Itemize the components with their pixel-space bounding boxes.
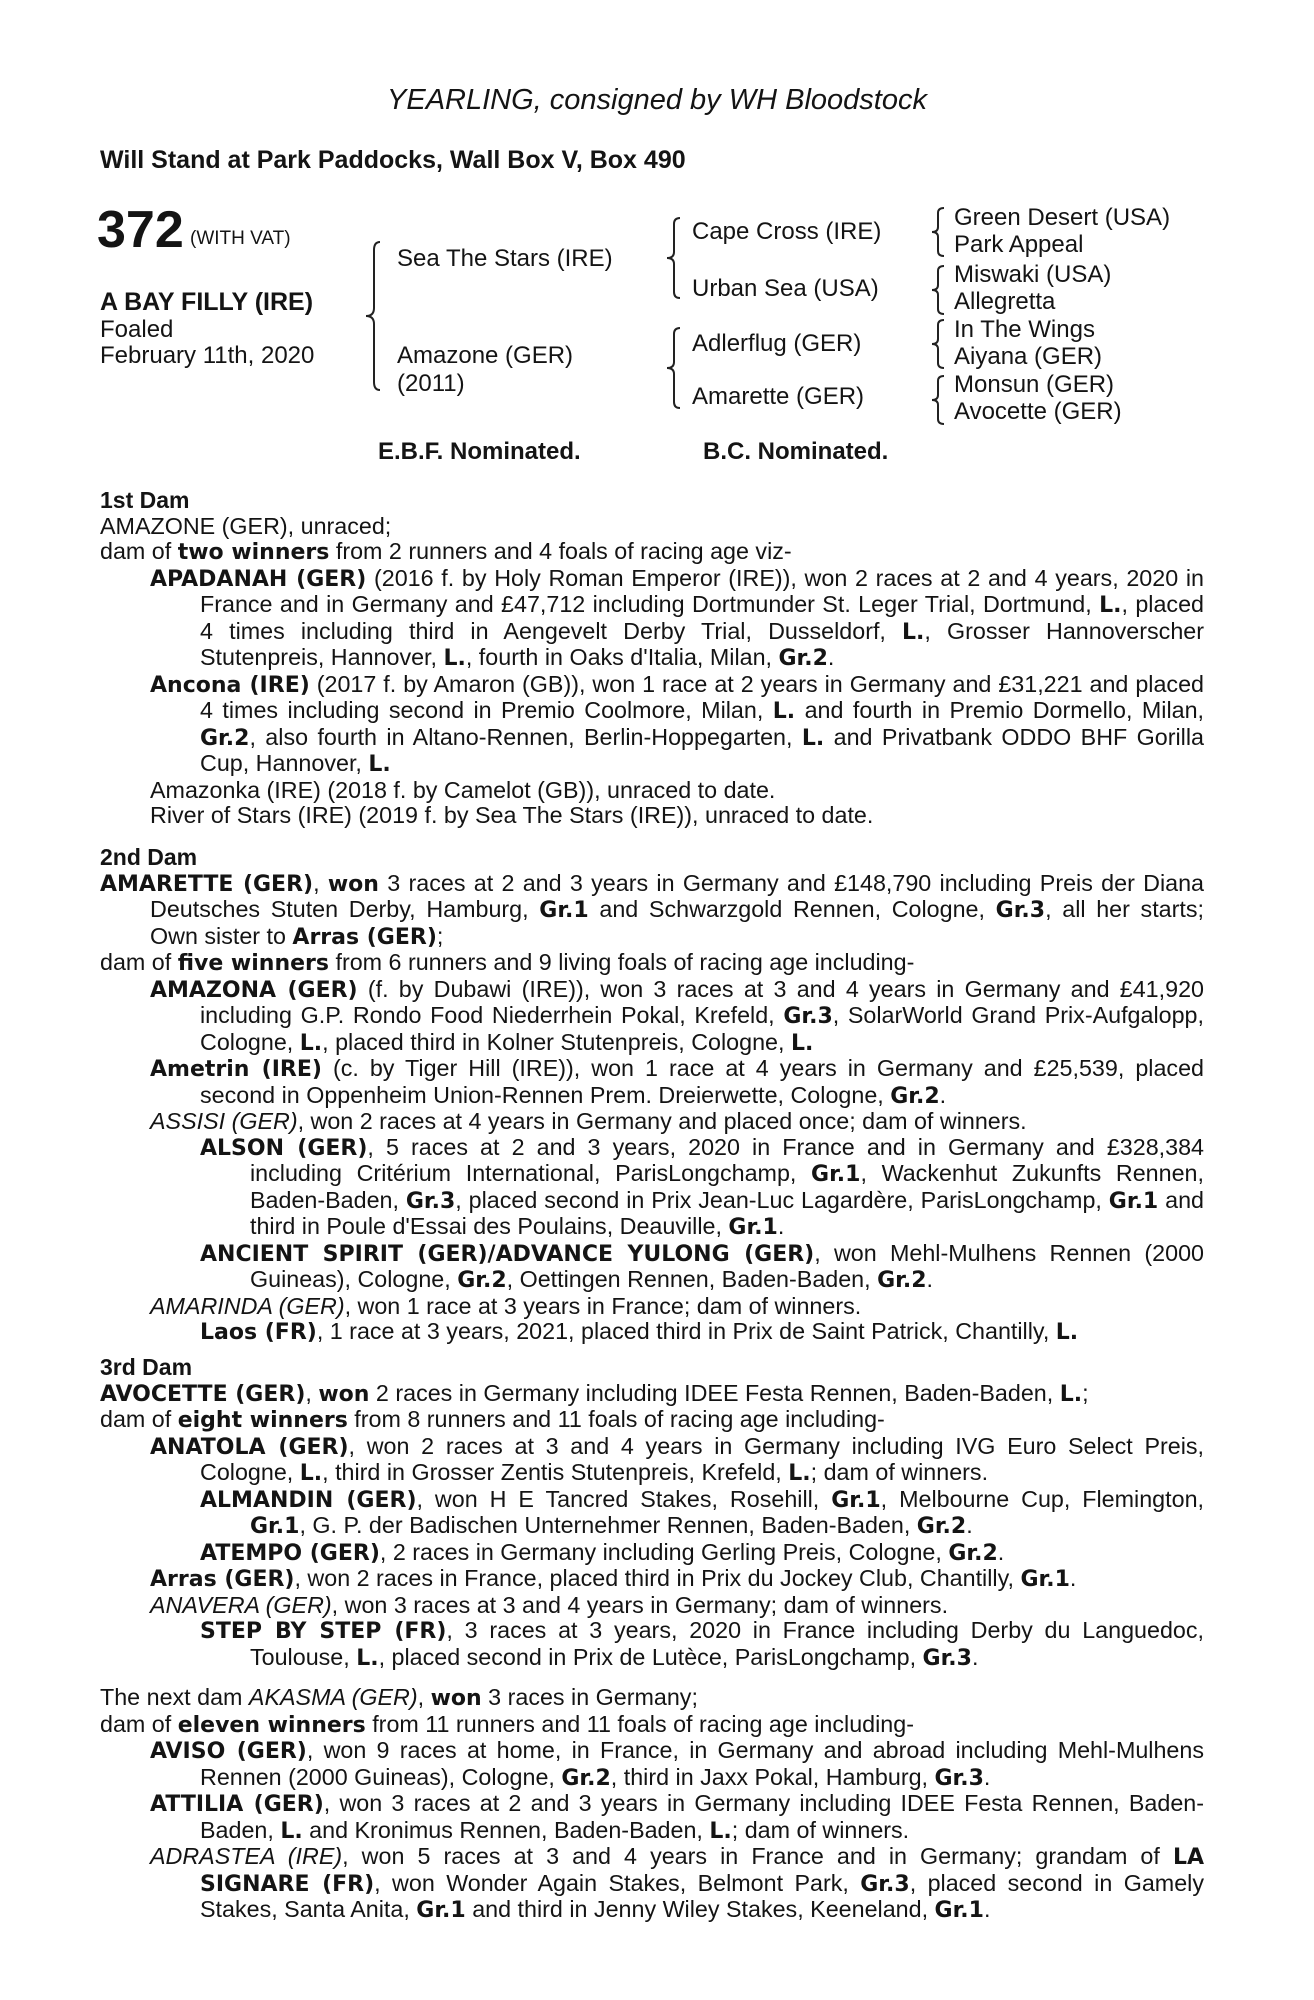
progeny-ancona: Ancona (IRE) (2017 f. by Amaron (GB)), won 1 race at 2 years in Germany and £31,221 and placed 4 times including second in Premio Coolmore, Milan, L. and fourth in Premio Dormello, Milan, Gr.2, also fourth in Altano-Rennen, Berlin-Hoppegarten, L. and Privatbank ODDO BHF Gorilla Cup, Hannover, L. [150, 670, 1204, 777]
dam-dam: Amarette (GER) [692, 383, 865, 410]
progeny-step-by-step: STEP BY STEP (FR), 3 races at 3 years, 2020 in France including Derby du Languedoc, Toulouse, L., placed second in Prix de Lutèce, ParisLongchamp, Gr.3. [200, 1617, 1204, 1671]
lot-number: 372 [97, 201, 184, 259]
horse-name: A BAY FILLY (IRE) [100, 288, 314, 316]
foaled-date: February 11th, 2020 [100, 342, 315, 369]
granddam-1: Park Appeal [954, 231, 1084, 258]
progeny-anatola: ANATOLA (GER), won 2 races at 3 and 4 years in Germany including IVG Euro Select Preis, Cologne, L., third in Grosser Zentis Stutenpreis, Krefeld, L.; dam of winners. [150, 1432, 1204, 1486]
progeny-alson: ALSON (GER), 5 races at 2 and 3 years, 2020 in France and in Germany and £328,384 including Critérium International, ParisLongchamp, Gr.1, Wackenhut Zukunfts Rennen, Baden-Baden, Gr.3, placed second in Prix Jean-Luc Lagardère, ParisLongchamp, Gr.1 and third in Poule d'Essai des Poulains, Deauville, Gr.1. [200, 1133, 1205, 1240]
dam-year: (2011) [397, 370, 465, 397]
bracket-g2 [928, 262, 956, 318]
progeny-amazonka: Amazonka (IRE) (2018 f. by Camelot (GB)), unraced to date. [150, 776, 776, 803]
foaled-label: Foaled [100, 316, 174, 343]
progeny-almandin: ALMANDIN (GER), won H E Tancred Stakes, Rosehill, Gr.1, Melbourne Cup, Flemington, Gr.1, G. P. der Badischen Unternehmer Rennen, Baden-Baden, Gr.2. [200, 1485, 1204, 1539]
grandsire-2: Miswaki (USA) [954, 261, 1112, 288]
next-dam-akasma: The next dam AKASMA (GER), won 3 races in Germany; [100, 1684, 698, 1711]
third-dam-avocette: AVOCETTE (GER), won 2 races in Germany including IDEE Festa Rennen, Baden-Baden, L.; [100, 1379, 1089, 1407]
progeny-adrastea: ADRASTEA (IRE), won 5 races at 3 and 4 years in France and in Germany; grandam of LA SIGNARE (FR), won Wonder Again Stakes, Belmont Park, Gr.3, placed second in Gamely Stakes, Santa Anita, Gr.1 and third in Jenny Wiley Stakes, Keeneland, Gr.1. [150, 1843, 1204, 1923]
sire: Sea The Stars (IRE) [397, 245, 613, 272]
progeny-laos: Laos (FR), 1 race at 3 years, 2021, placed third in Prix de Saint Patrick, Chantilly, L. [200, 1318, 1079, 1345]
grandsire-1: Green Desert (USA) [954, 204, 1171, 231]
granddam-3: Aiyana (GER) [954, 343, 1103, 370]
second-dam-section [100, 845, 1204, 1346]
progeny-river-of-stars: River of Stars (IRE) (2019 f. by Sea The Stars (IRE)), unraced to date. [150, 802, 874, 828]
stand-location: Will Stand at Park Paddocks, Wall Box V, Box 490 [100, 146, 686, 174]
progeny-aviso: AVISO (GER), won 9 races at home, in France, in Germany and abroad including Mehl-Mulhens Rennen (2000 Guineas), Cologne, Gr.2, third in Jaxx Pokal, Hamburg, Gr.3. [150, 1737, 1204, 1791]
bracket-sire [662, 214, 692, 304]
third-dam-section [100, 1355, 1204, 1671]
vat-note: (WITH VAT) [190, 228, 291, 249]
grandsire-4: Monsun (GER) [954, 371, 1115, 398]
progeny-attilia: ATTILIA (GER), won 3 races at 2 and 3 years in Germany including IDEE Festa Rennen, Baden-Baden, L. and Kronimus Rennen, Baden-Baden, L.; dam of winners. [150, 1790, 1204, 1844]
second-dam-produce-summary: dam of five winners from 6 runners and 9 living foals of racing age including- [100, 949, 915, 976]
bracket-g3 [928, 316, 956, 372]
bracket-g4 [928, 372, 956, 428]
grandsire-3: In The Wings [954, 316, 1095, 343]
first-dam-section [100, 488, 1204, 829]
next-dam-produce-summary: dam of eleven winners from 11 runners and 11 foals of racing age including- [100, 1710, 914, 1738]
bracket-g1 [928, 204, 956, 260]
progeny-anavera: ANAVERA (GER), won 3 races at 3 and 4 years in Germany; dam of winners. [150, 1591, 949, 1618]
sire-sire: Cape Cross (IRE) [692, 218, 882, 245]
first-dam-heading: 1st Dam [100, 487, 190, 513]
sale-title: YEARLING, consigned by WH Bloodstock [387, 84, 927, 116]
first-dam-line: AMAZONE (GER), unraced; [100, 512, 392, 539]
bracket-main [360, 236, 400, 396]
granddam-4: Avocette (GER) [954, 398, 1122, 425]
progeny-apadanah: APADANAH (GER) (2016 f. by Holy Roman Emperor (IRE)), won 2 races at 2 and 4 years, 2020 in France and in Germany and £47,712 including Dortmunder St. Leger Trial, Dortmund, L., placed 4 times including third in Aengevelt Derby Trial, Dusseldorf, L., Grosser Hannoverscher Stutenpreis, Hannover, L., fourth in Oaks d'Italia, Milan, Gr.2. [150, 564, 1204, 671]
dam: Amazone (GER) [397, 342, 574, 369]
progeny-atempo: ATEMPO (GER), 2 races in Germany including Gerling Preis, Cologne, Gr.2. [200, 1538, 1005, 1566]
next-dam-section [100, 1685, 1204, 1924]
ebf-nominated: E.B.F. Nominated. [378, 438, 581, 465]
sire-dam: Urban Sea (USA) [692, 275, 879, 302]
progeny-amarinda: AMARINDA (GER), won 1 race at 3 years in France; dam of winners. [150, 1292, 862, 1319]
third-dam-heading: 3rd Dam [100, 1354, 193, 1380]
second-dam-heading: 2nd Dam [100, 844, 198, 870]
progeny-arras: Arras (GER), won 2 races in France, placed third in Prix du Jockey Club, Chantilly, Gr.1. [150, 1565, 1077, 1592]
bracket-dam [662, 324, 692, 414]
first-dam-produce-summary: dam of two winners from 2 runners and 4 foals of racing age viz- [100, 538, 792, 565]
dam-sire: Adlerflug (GER) [692, 330, 862, 357]
granddam-2: Allegretta [954, 288, 1056, 315]
third-dam-produce-summary: dam of eight winners from 8 runners and 11 foals of racing age including- [100, 1406, 885, 1433]
second-dam-amarette: AMARETTE (GER), won 3 races at 2 and 3 years in Germany and £148,790 including Preis der Diana Deutsches Stuten Derby, Hamburg, Gr.1 and Schwarzgold Rennen, Cologne, Gr.3, all her starts; Own sister to Arras (GER); [100, 869, 1204, 950]
progeny-amazona: AMAZONA (GER) (f. by Dubawi (IRE)), won 3 races at 3 and 4 years in Germany and £41,920 including G.P. Rondo Food Niederrhein Pokal, Krefeld, Gr.3, SolarWorld Grand Prix-Aufgalopp, Cologne, L., placed third in Kolner Stutenpreis, Cologne, L. [150, 975, 1204, 1056]
bc-nominated: B.C. Nominated. [703, 438, 889, 465]
progeny-ametrin: Ametrin (IRE) (c. by Tiger Hill (IRE)), won 1 race at 4 years in Germany and £25,539, placed second in Oppenheim Union-Rennen Prem. Dreierwette, Cologne, Gr.2. [150, 1055, 1204, 1109]
progeny-ancient-spirit: ANCIENT SPIRIT (GER)/ADVANCE YULONG (GER), won Mehl-Mulhens Rennen (2000 Guineas), Cologne, Gr.2, Oettingen Rennen, Baden-Baden, Gr.2. [200, 1239, 1204, 1293]
progeny-assisi: ASSISI (GER), won 2 races at 4 years in Germany and placed once; dam of winners. [150, 1108, 1027, 1134]
